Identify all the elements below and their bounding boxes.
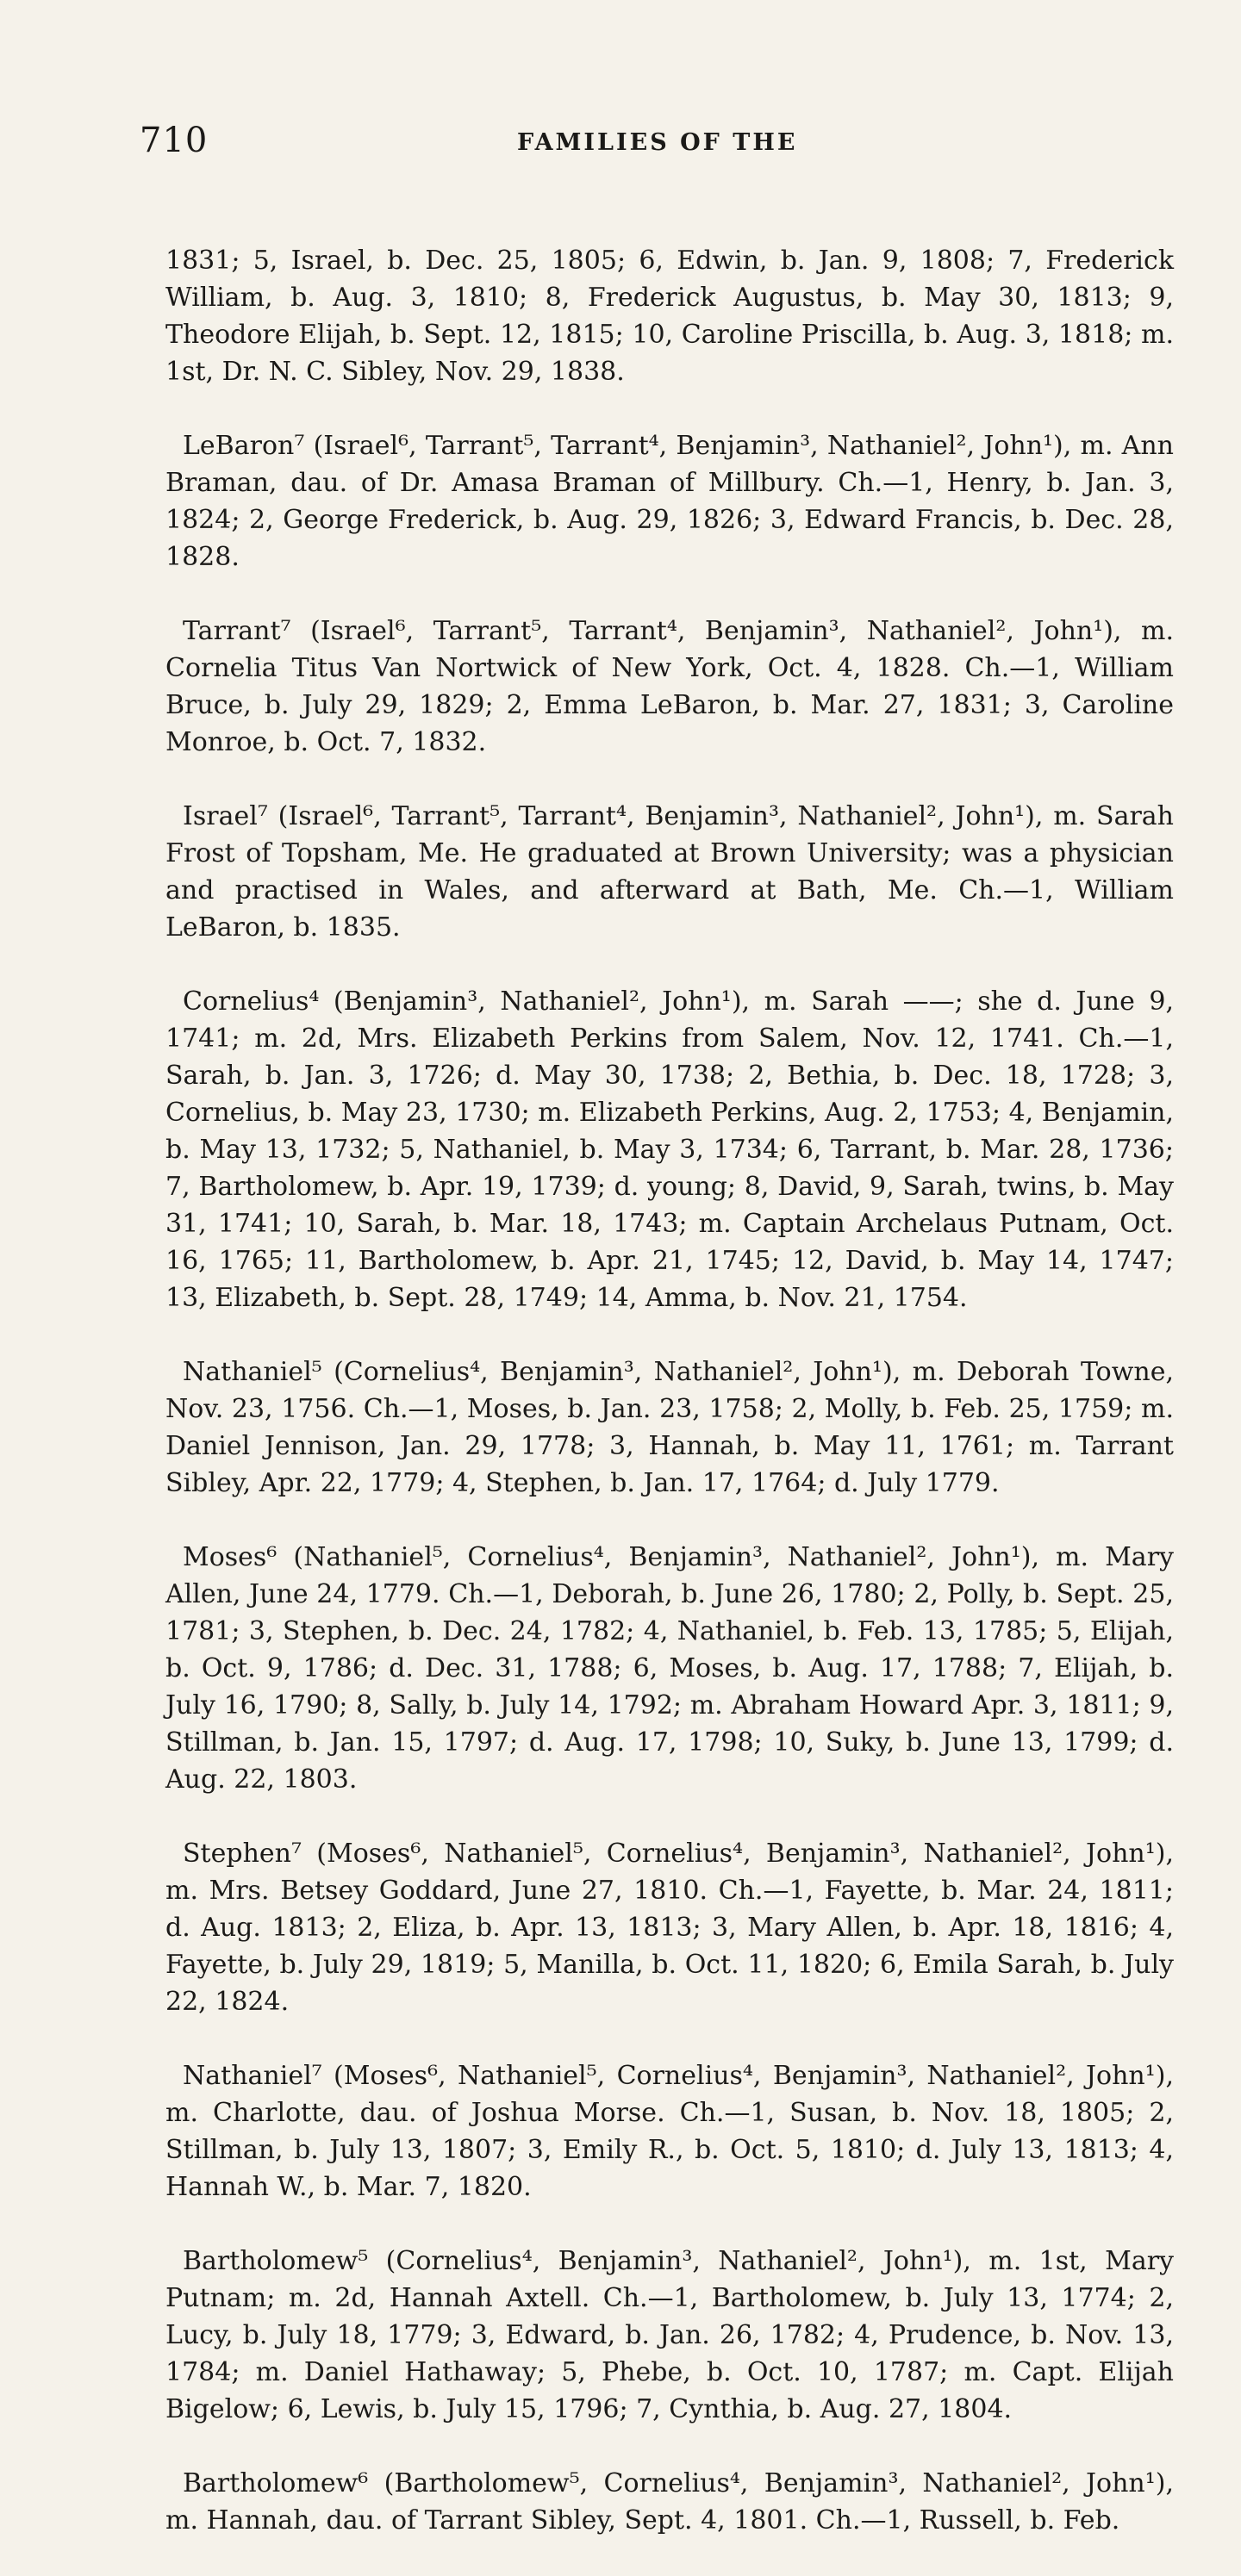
running-title: FAMILIES OF THE (517, 129, 798, 156)
entry-nathaniel-5: Nathaniel⁵ (Cornelius⁴, Benjamin³, Nathaniel², John¹), m. Deborah Towne, Nov. 23, 1756. Ch.—1, Moses, b. Jan. 23, 1758; 2, Molly, b. Feb. 25, 1759; m. Daniel Jennison, Jan. 29, 1778; 3, Hannah, b. May 11, 1761; m. Tarrant Sibley, Apr. 22, 1779; 4, Stephen, b. Jan. 17, 1764; d. July 1779. (165, 1357, 1174, 1498)
entry-bartholomew-5: Bartholomew⁵ (Cornelius⁴, Benjamin³, Nathaniel², John¹), m. 1st, Mary Putnam; m. 2d, Hannah Axtell. Ch.—1, Bartholomew, b. July 13, 1774; 2, Lucy, b. July 18, 1779; 3, Edward, b. Jan. 26, 1782; 4, Prudence, b. Nov. 13, 1784; m. Daniel Hathaway; 5, Phebe, b. Oct. 10, 1787; m. Capt. Elijah Bigelow; 6, Lewis, b. July 15, 1796; 7, Cynthia, b. Aug. 27, 1804. (165, 2246, 1174, 2424)
entry-cornelius: Cornelius⁴ (Benjamin³, Nathaniel², John¹), m. Sarah ——; she d. June 9, 1741; m. 2d, Mrs. Elizabeth Perkins from Salem, Nov. 12, 1741. Ch.—1, Sarah, b. Jan. 3, 1726; d. May 30, 1738; 2, Bethia, b. Dec. 18, 1728; 3, Cornelius, b. May 23, 1730; m. Elizabeth Perkins, Aug. 2, 1753; 4, Benjamin, b. May 13, 1732; 5, Nathaniel, b. May 3, 1734; 6, Tarrant, b. Mar. 28, 1736; 7, Bartholomew, b. Apr. 19, 1739; d. young; 8, David, 9, Sarah, twins, b. May 31, 1741; 10, Sarah, b. Mar. 18, 1743; m. Captain Archelaus Putnam, Oct. 16, 1765; 11, Bartholomew, b. Apr. 21, 1745; 12, David, b. May 14, 1747; 13, Elizabeth, b. Sept. 28, 1749; 14, Amma, b. Nov. 21, 1754. (165, 986, 1174, 1313)
page-number: 710 (140, 121, 209, 160)
entry-bartholomew-6: Bartholomew⁶ (Bartholomew⁵, Cornelius⁴, Benjamin³, Nathaniel², John¹), m. Hannah, dau. of Tarrant Sibley, Sept. 4, 1801. Ch.—1, Russell, b. Feb. (165, 2468, 1174, 2536)
page-header (0, 121, 1241, 164)
entry-moses: Moses⁶ (Nathaniel⁵, Cornelius⁴, Benjamin³, Nathaniel², John¹), m. Mary Allen, June 24, 1779. Ch.—1, Deborah, b. June 26, 1780; 2, Polly, b. Sept. 25, 1781; 3, Stephen, b. Dec. 24, 1782; 4, Nathaniel, b. Feb. 13, 1785; 5, Elijah, b. Oct. 9, 1786; d. Dec. 31, 1788; 6, Moses, b. Aug. 17, 1788; 7, Elijah, b. July 16, 1790; 8, Sally, b. July 14, 1792; m. Abraham Howard Apr. 3, 1811; 9, Stillman, b. Jan. 15, 1797; d. Aug. 17, 1798; 10, Suky, b. June 13, 1799; d. Aug. 22, 1803. (165, 1542, 1174, 1795)
entry-israel: Israel⁷ (Israel⁶, Tarrant⁵, Tarrant⁴, Benjamin³, Nathaniel², John¹), m. Sarah Frost of Topsham, Me. He graduated at Brown University; was a physician and practised in Wales, and afterward at Bath, Me. Ch.—1, William LeBaron, b. 1835. (165, 801, 1174, 943)
entry-nathaniel-7: Nathaniel⁷ (Moses⁶, Nathaniel⁵, Cornelius⁴, Benjamin³, Nathaniel², John¹), m. Charlotte, dau. of Joshua Morse. Ch.—1, Susan, b. Nov. 18, 1805; 2, Stillman, b. July 13, 1807; 3, Emily R., b. Oct. 5, 1810; d. July 13, 1813; 4, Hannah W., b. Mar. 7, 1820. (165, 2061, 1174, 2202)
entry-continuation: 1831; 5, Israel, b. Dec. 25, 1805; 6, Edwin, b. Jan. 9, 1808; 7, Frederick William, b. Aug. 3, 1810; 8, Frederick Augustus, b. May 30, 1813; 9, Theodore Elijah, b. Sept. 12, 1815; 10, Caroline Priscilla, b. Aug. 3, 1818; m. 1st, Dr. N. C. Sibley, Nov. 29, 1838. (165, 246, 1174, 387)
entry-lebaron: LeBaron⁷ (Israel⁶, Tarrant⁵, Tarrant⁴, Benjamin³, Nathaniel², John¹), m. Ann Braman, dau. of Dr. Amasa Braman of Millbury. Ch.—1, Henry, b. Jan. 3, 1824; 2, George Frederick, b. Aug. 29, 1826; 3, Edward Francis, b. Dec. 28, 1828. (165, 431, 1174, 572)
genealogy-text (165, 205, 1174, 2576)
entry-stephen: Stephen⁷ (Moses⁶, Nathaniel⁵, Cornelius⁴, Benjamin³, Nathaniel², John¹), m. Mrs. Betsey Goddard, June 27, 1810. Ch.—1, Fayette, b. Mar. 24, 1811; d. Aug. 1813; 2, Eliza, b. Apr. 13, 1813; 3, Mary Allen, b. Apr. 18, 1816; 4, Fayette, b. July 29, 1819; 5, Manilla, b. Oct. 11, 1820; 6, Emila Sarah, b. July 22, 1824. (165, 1839, 1174, 2017)
entry-tarrant: Tarrant⁷ (Israel⁶, Tarrant⁵, Tarrant⁴, Benjamin³, Nathaniel², John¹), m. Cornelia Titus Van Nortwick of New York, Oct. 4, 1828. Ch.—1, William Bruce, b. July 29, 1829; 2, Emma LeBaron, b. Mar. 27, 1831; 3, Caroline Monroe, b. Oct. 7, 1832. (165, 616, 1174, 757)
